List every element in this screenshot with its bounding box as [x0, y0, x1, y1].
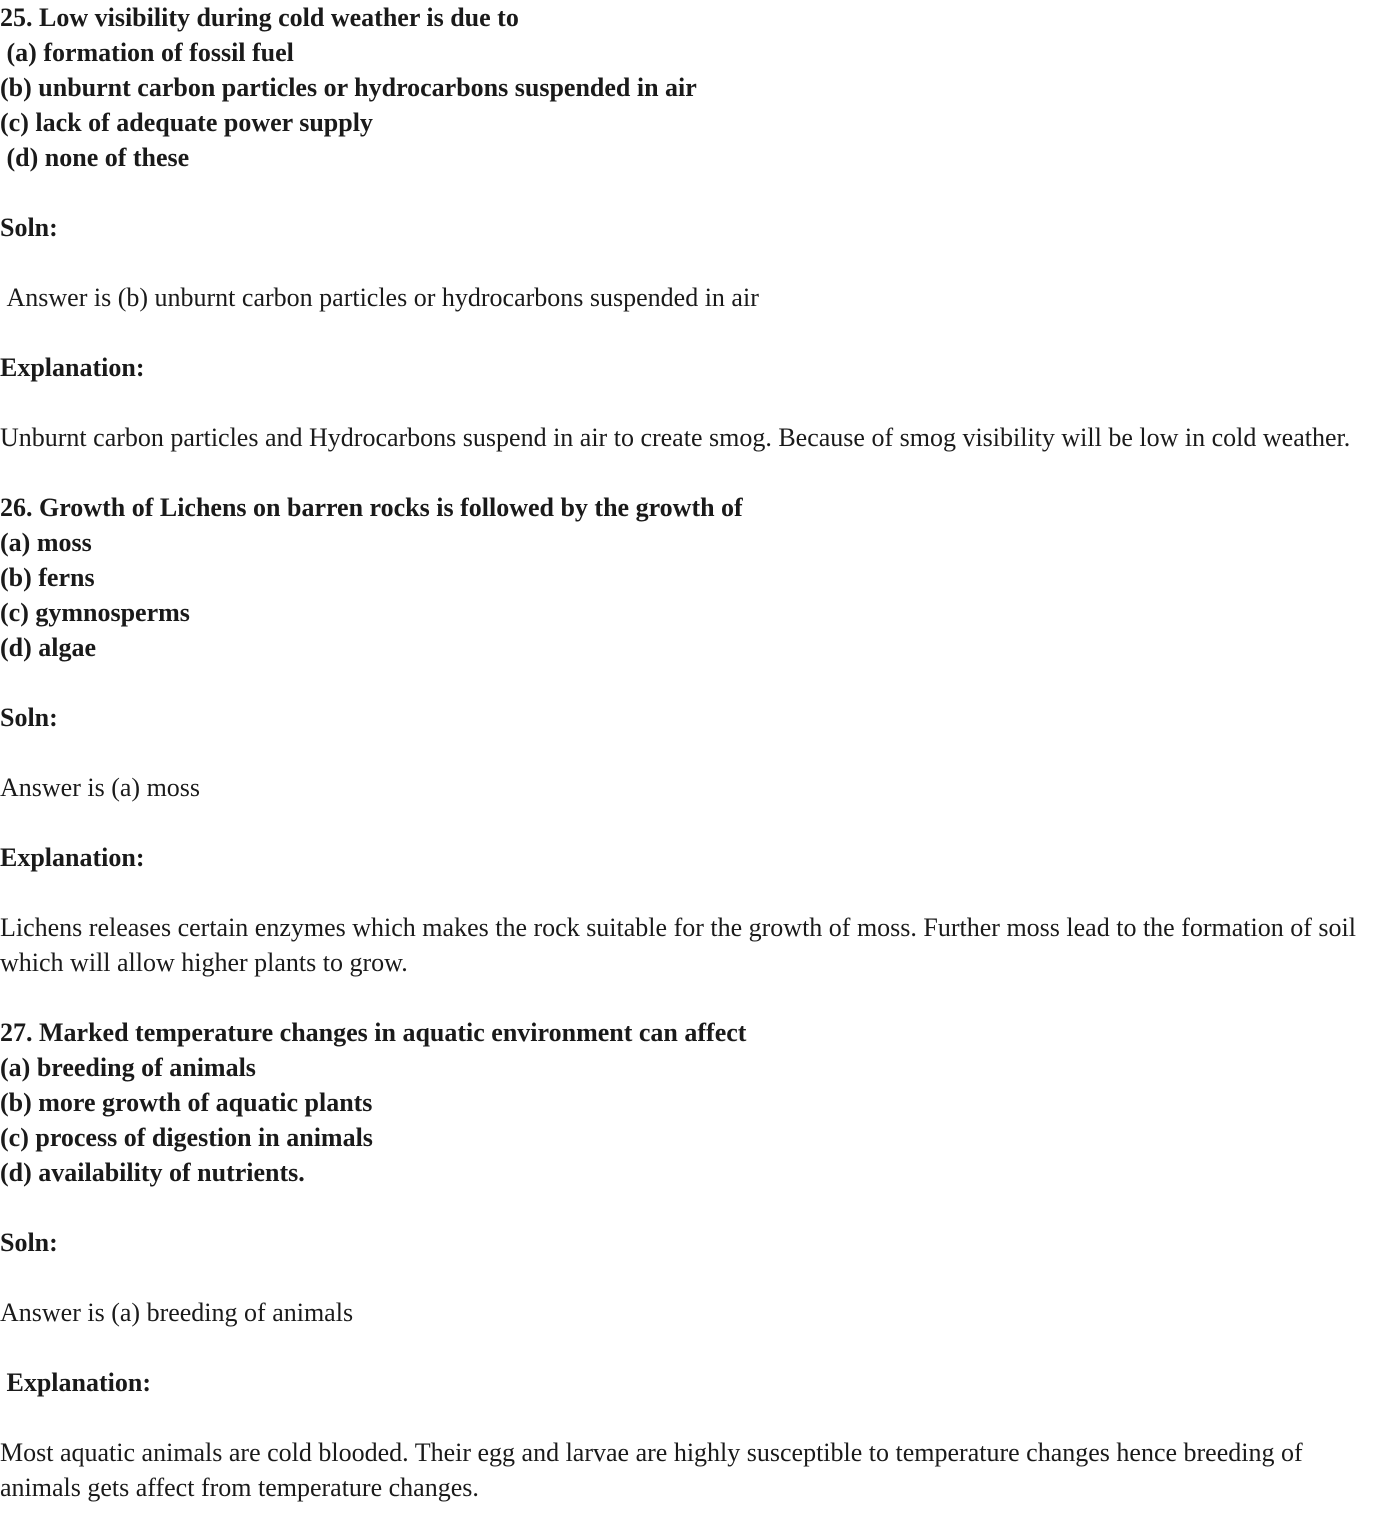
option-a: (a) breeding of animals [0, 1053, 256, 1082]
option-a: (a) moss [0, 528, 92, 557]
option-c: (c) process of digestion in animals [0, 1123, 373, 1152]
soln-label: Soln: [0, 1228, 58, 1257]
answer-text: Answer is (a) moss [0, 773, 201, 802]
option-d: (d) availability of nutrients. [0, 1158, 305, 1187]
question-block-25 [0, 0, 1383, 175]
question-title: 26. Growth of Lichens on barren rocks is followed by the growth of [0, 493, 743, 522]
explanation-text: Most aquatic animals are cold blooded. Their egg and larvae are highly susceptible to temperature changes hence breeding of animals gets affect from temperature changes. [0, 1438, 1310, 1502]
explanation-label: Explanation: [0, 843, 145, 872]
option-b: (b) ferns [0, 563, 95, 592]
soln-label: Soln: [0, 703, 58, 732]
explanation-text: Lichens releases certain enzymes which makes the rock suitable for the growth of moss. Further moss lead to the formation of soil which will allow higher plants to grow. [0, 913, 1363, 977]
option-c: (c) gymnosperms [0, 598, 190, 627]
question-block-27 [0, 1015, 1383, 1190]
option-b: (b) more growth of aquatic plants [0, 1088, 373, 1117]
explanation-text: Unburnt carbon particles and Hydrocarbons suspend in air to create smog. Because of smog visibility will be low in cold weather. [0, 423, 1351, 452]
answer-text: Answer is (b) unburnt carbon particles or hydrocarbons suspended in air [0, 283, 759, 312]
soln-label: Soln: [0, 213, 58, 242]
option-d: (d) none of these [0, 143, 190, 172]
answer-text: Answer is (a) breeding of animals [0, 1298, 354, 1327]
option-d: (d) algae [0, 633, 97, 662]
option-c: (c) lack of adequate power supply [0, 108, 373, 137]
explanation-label: Explanation: [0, 1368, 151, 1397]
question-title: 27. Marked temperature changes in aquatic environment can affect [0, 1018, 747, 1047]
question-block-26 [0, 490, 1383, 665]
option-b: (b) unburnt carbon particles or hydrocarbons suspended in air [0, 73, 697, 102]
option-a: (a) formation of fossil fuel [0, 38, 294, 67]
explanation-label: Explanation: [0, 353, 145, 382]
question-title: 25. Low visibility during cold weather is due to [0, 3, 519, 32]
